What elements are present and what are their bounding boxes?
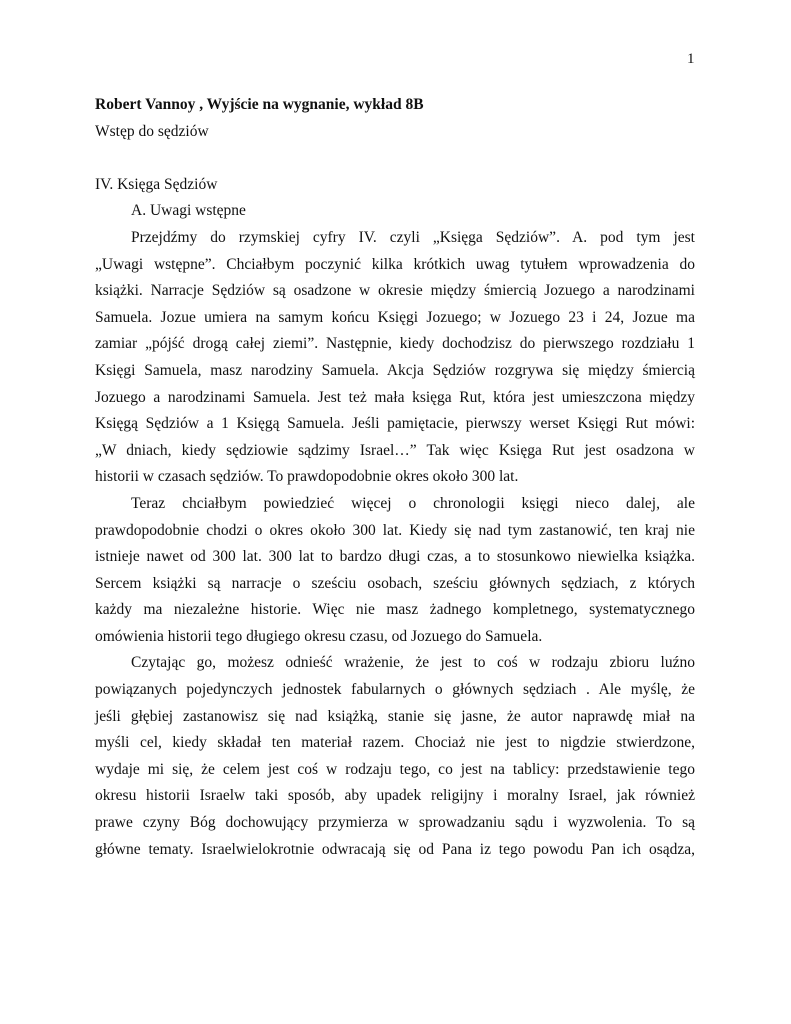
paragraph-line: główne tematy. Israelwielokrotnie odwracają się od Pana iz tego powodu Pan ich osądza, — [95, 840, 695, 858]
paragraph-line: powiązanych pojedynczych jednostek fabularnych o głównych sędziach . Ale myślę, że — [95, 681, 695, 699]
paragraph-line: Czytając go, możesz odnieść wrażenie, że jest to coś w rodzaju zbioru luźno — [131, 654, 695, 672]
paragraph-line: historii w czasach sędziów. To prawdopodobnie okres około 300 lat. — [95, 468, 519, 486]
paragraph-line: Księgą Sędziów a 1 Księgą Samuela. Jeśli pamiętacie, pierwszy werset Księgi Rut mówi: — [95, 415, 695, 433]
document-subtitle: Wstęp do sędziów — [95, 122, 209, 140]
paragraph-line: istnieje nawet od 300 lat. 300 lat to bardzo długi czas, a to stosunkowo niewielka książka. — [95, 548, 695, 566]
paragraph-line: Przejdźmy do rzymskiej cyfry IV. czyli „Księga Sędziów”. A. pod tym jest — [131, 228, 695, 246]
paragraph-line: zamiar „pójść drogą całej ziemi”. Następnie, kiedy dochodzisz do pierwszego rozdziału 1 — [95, 335, 695, 353]
paragraph — [95, 650, 695, 863]
paragraph-line: Samuela. Jozue umiera na samym końcu Księgi Jozuego; w Jozuego 23 i 24, Jozue ma — [95, 308, 695, 326]
paragraph-line: „W dniach, kiedy sędziowie sądzimy Israel…” Tak więc Księga Rut jest osadzona w — [95, 441, 695, 459]
paragraph-line: Teraz chciałbym powiedzieć więcej o chronologii księgi nieco dalej, ale — [131, 494, 695, 512]
subsection-heading: A. Uwagi wstępne — [131, 202, 246, 220]
paragraph-line: wydaje mi się, że celem jest coś w rodzaju tego, co jest na tablicy: przedstawienie tego — [95, 760, 695, 778]
document-title: Robert Vannoy , Wyjście na wygnanie, wykład 8B — [95, 96, 424, 113]
paragraph-line: okresu historii Israelw taki sposób, aby upadek religijny i moralny Israel, jak również — [95, 787, 695, 805]
paragraph-line: jeśli głębiej zastanowisz się nad książką, stanie się jasne, że autor naprawdę miał na — [95, 707, 695, 725]
page-number: 1 — [687, 51, 695, 67]
paragraph-line: Jozuego a narodzinami Samuela. Jest też mała księga Rut, która jest umieszczona między — [95, 388, 695, 406]
paragraph-line: omówienia historii tego długiego okresu czasu, od Jozuego do Samuela. — [95, 627, 543, 645]
paragraph-line: prawdopodobnie chodzi o okres około 300 lat. Kiedy się nad tym zastanowić, ten kraj nie — [95, 521, 695, 539]
paragraph-line: Księgi Samuela, masz narodziny Samuela. Akcja Sędziów rozgrywa się między śmiercią — [95, 361, 695, 379]
section-heading: IV. Księga Sędziów — [95, 175, 218, 193]
document-body — [95, 92, 695, 863]
paragraph-line: Sercem książki są narracje o sześciu osobach, sześciu głównych sędziach, z których — [95, 574, 695, 592]
paragraph — [95, 225, 695, 491]
paragraph-line: każdy ma niezależne historie. Więc nie masz żadnego kompletnego, systematycznego — [95, 601, 695, 619]
paragraph — [95, 491, 695, 651]
paragraph-line: myśli cel, kiedy składał ten materiał razem. Chociaż nie jest to nigdzie stwierdzone, — [95, 734, 695, 752]
paragraph-line: książki. Narracje Sędziów są osadzone w okresie między śmiercią Jozuego a narodzinami — [95, 282, 695, 300]
paragraph-line: „Uwagi wstępne”. Chciałbym poczynić kilka krótkich uwag tytułem wprowadzenia do — [95, 255, 695, 273]
paragraph-line: prawe czyny Bóg dochowujący przymierza w sprowadzaniu sądu i wyzwolenia. To są — [95, 814, 695, 832]
